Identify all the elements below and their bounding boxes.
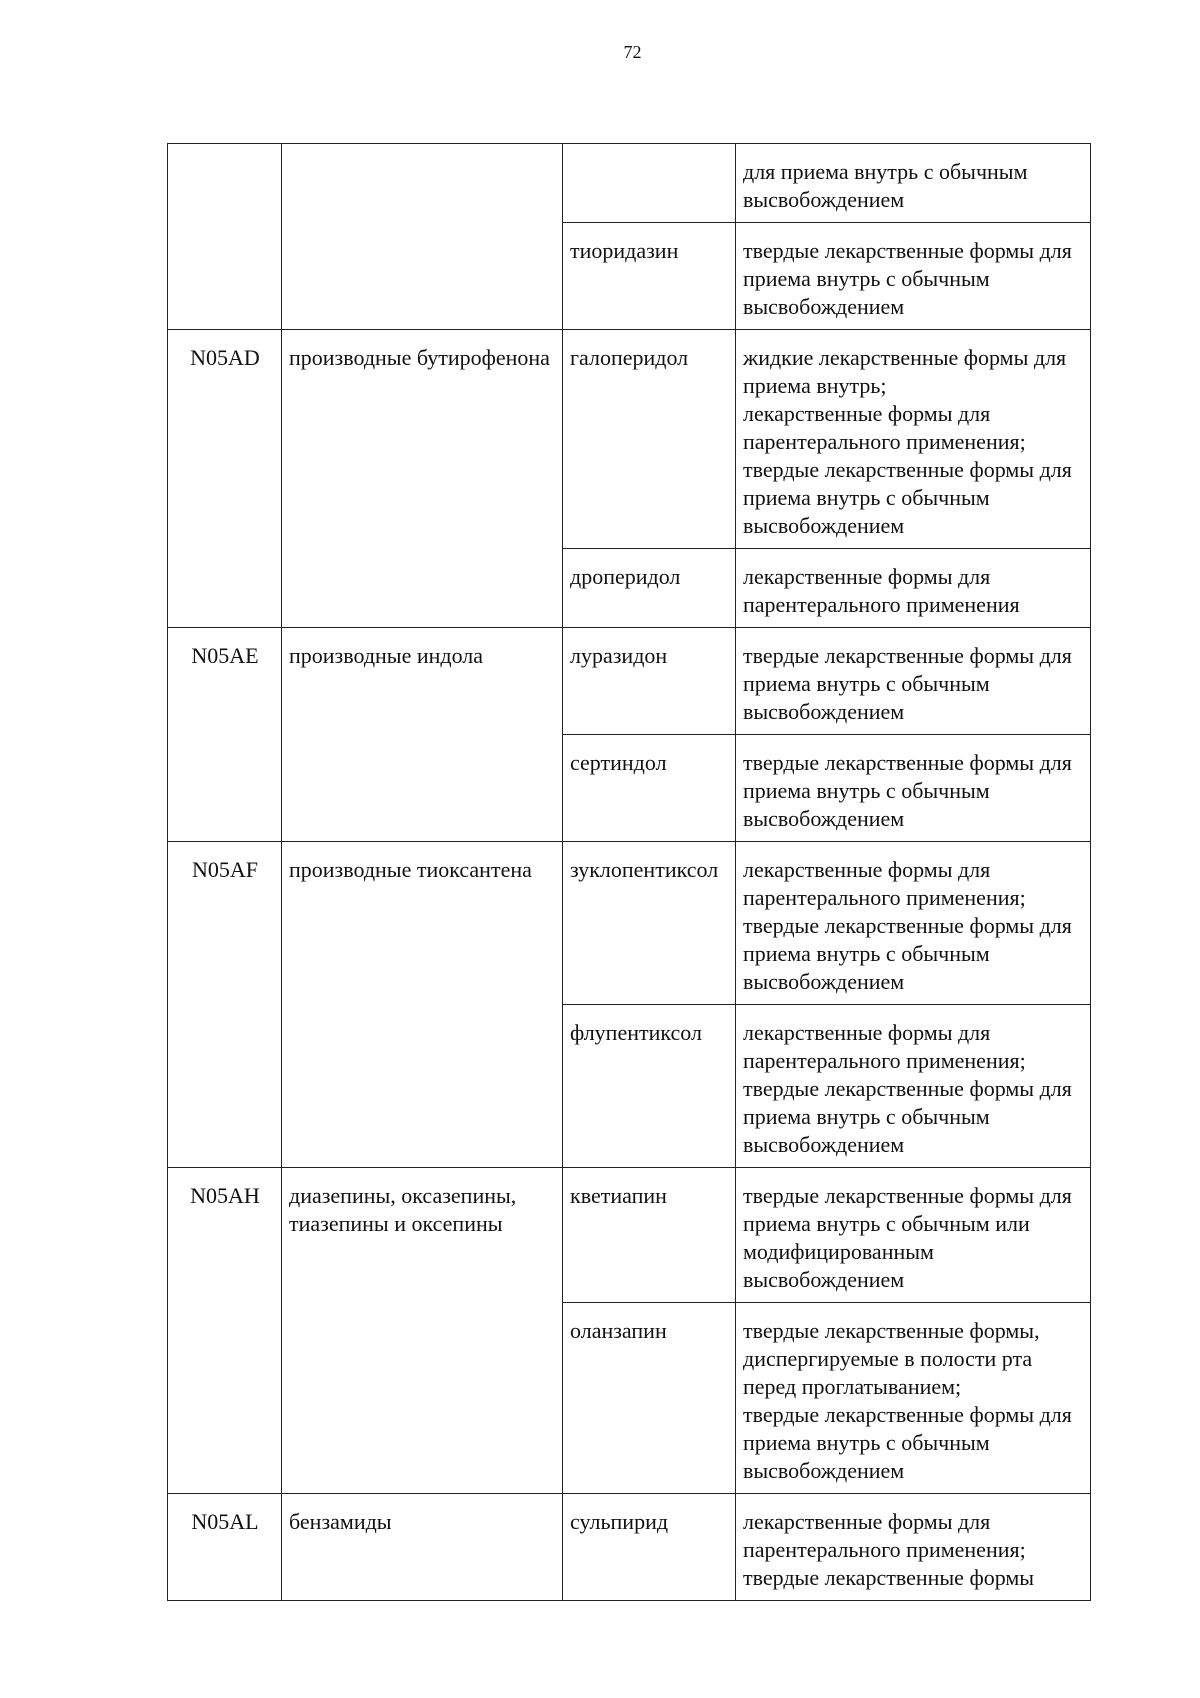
dosage-form-text: твердые лекарственные формы для приема внутрь с обычным высвобождением — [743, 457, 1072, 538]
atc-code-cell: N05AF — [168, 842, 282, 1168]
dosage-form-text: твердые лекарственные формы для приема внутрь с обычным или модифицированным высвобождением — [743, 1183, 1072, 1292]
dosage-form-cell — [736, 735, 1091, 842]
pharmacological-group-cell: производные тиоксантена — [282, 842, 563, 1168]
dosage-form-text: жидкие лекарственные формы для приема внутрь; — [743, 345, 1067, 398]
dosage-form-text: лекарственные формы для парентерального применения — [743, 564, 1020, 617]
drug-name-cell: тиоридазин — [563, 223, 736, 330]
table-row — [168, 628, 1091, 735]
atc-code-cell: N05AH — [168, 1168, 282, 1494]
dosage-form-text: твердые лекарственные формы для приема внутрь с обычным высвобождением — [743, 750, 1072, 831]
dosage-form-text: твердые лекарственные формы, диспергируемые в полости рта перед проглатыванием; — [743, 1318, 1040, 1399]
dosage-form-text: твердые лекарственные формы для приема внутрь с обычным высвобождением — [743, 643, 1072, 724]
dosage-form-text: лекарственные формы для парентерального применения; — [743, 1020, 1026, 1073]
drug-name-cell: кветиапин — [563, 1168, 736, 1303]
dosage-form-cell — [736, 1168, 1091, 1303]
drug-table — [167, 143, 1091, 1601]
atc-code-cell: N05AE — [168, 628, 282, 842]
dosage-form-cell — [736, 842, 1091, 1005]
atc-code-cell — [168, 144, 282, 330]
pharmacological-group-cell: диазепины, оксазепины, тиазепины и оксепины — [282, 1168, 563, 1494]
table-row — [168, 144, 1091, 223]
drug-name-cell: сульпирид — [563, 1494, 736, 1601]
drug-name-cell: зуклопентиксол — [563, 842, 736, 1005]
dosage-form-cell — [736, 144, 1091, 223]
drug-name-cell: луразидон — [563, 628, 736, 735]
dosage-form-text: твердые лекарственные формы для приема внутрь с обычным высвобождением — [743, 1402, 1072, 1483]
atc-code-cell: N05AD — [168, 330, 282, 628]
table-row — [168, 842, 1091, 1005]
table-row — [168, 1168, 1091, 1303]
dosage-form-text: лекарственные формы для парентерального применения; — [743, 857, 1026, 910]
dosage-form-text: лекарственные формы для парентерального применения; — [743, 1509, 1026, 1562]
drug-name-cell: сертиндол — [563, 735, 736, 842]
pharmacological-group-cell — [282, 144, 563, 330]
pharmacological-group-cell: производные бутирофенона — [282, 330, 563, 628]
dosage-form-text: для приема внутрь с обычным высвобождением — [743, 159, 1028, 212]
drug-name-cell: галоперидол — [563, 330, 736, 549]
dosage-form-cell — [736, 223, 1091, 330]
drug-name-cell: флупентиксол — [563, 1005, 736, 1168]
dosage-form-cell — [736, 330, 1091, 549]
dosage-form-text: лекарственные формы для парентерального применения; — [743, 401, 1026, 454]
drug-name-cell — [563, 144, 736, 223]
dosage-form-cell — [736, 1005, 1091, 1168]
table-row — [168, 1494, 1091, 1601]
dosage-form-cell — [736, 549, 1091, 628]
dosage-form-text: твердые лекарственные формы для приема внутрь с обычным высвобождением — [743, 1076, 1072, 1157]
pharmacological-group-cell: производные индола — [282, 628, 563, 842]
page-number: 72 — [623, 42, 642, 62]
dosage-form-cell — [736, 1494, 1091, 1601]
drug-name-cell: дроперидол — [563, 549, 736, 628]
pharmacological-group-cell: бензамиды — [282, 1494, 563, 1601]
table-row — [168, 330, 1091, 549]
dosage-form-cell — [736, 1303, 1091, 1494]
dosage-form-cell — [736, 628, 1091, 735]
drug-name-cell: оланзапин — [563, 1303, 736, 1494]
dosage-form-text: твердые лекарственные формы для приема внутрь с обычным высвобождением — [743, 238, 1072, 319]
dosage-form-text: твердые лекарственные формы — [743, 1565, 1035, 1590]
atc-code-cell: N05AL — [168, 1494, 282, 1601]
drug-table-body — [168, 144, 1091, 1601]
dosage-form-text: твердые лекарственные формы для приема внутрь с обычным высвобождением — [743, 913, 1072, 994]
